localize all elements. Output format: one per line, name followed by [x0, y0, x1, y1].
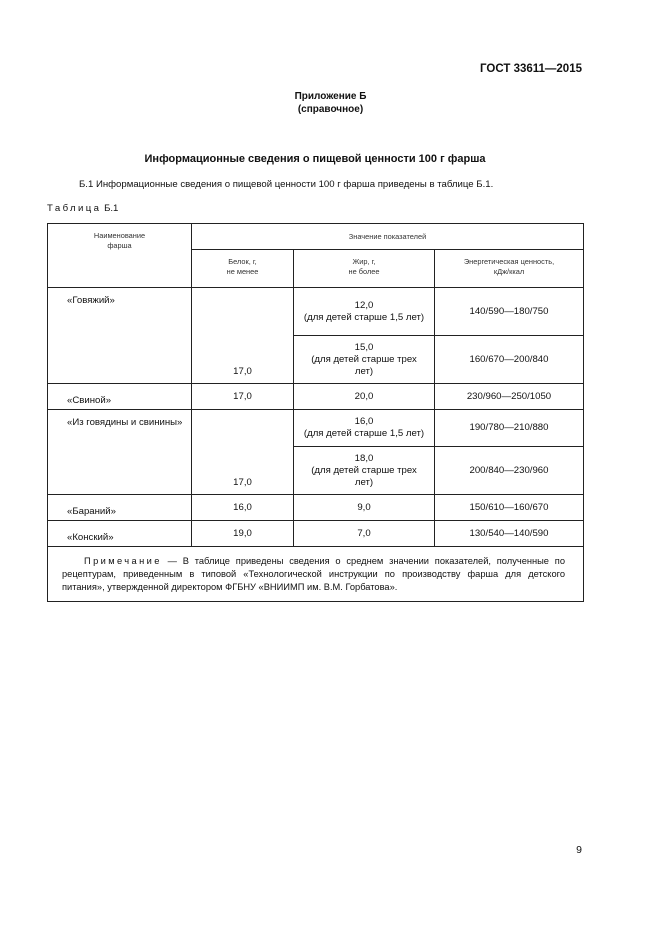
header-protein: Белок, г, не менее [192, 250, 294, 288]
row-name: «Бараний» [48, 495, 192, 521]
row-name: «Конский» [48, 521, 192, 547]
table-label-word: Таблица [47, 203, 102, 214]
row-protein: 16,0 [192, 495, 294, 521]
page-number: 9 [576, 844, 582, 856]
header-group: Значение показателей [192, 224, 584, 250]
row-name: «Из говядины и свинины» [48, 410, 192, 495]
row-fat: 18,0 (для детей старше трех лет) [294, 447, 435, 495]
table-row [48, 384, 584, 410]
annex-type: (справочное) [297, 104, 364, 115]
row-name: «Свиной» [48, 384, 192, 410]
row-protein: 19,0 [192, 521, 294, 547]
table-row [48, 521, 584, 547]
row-fat: 9,0 [294, 495, 435, 521]
row-fat: 7,0 [294, 521, 435, 547]
header-energy: Энергетическая ценность, кДж/ккал [435, 250, 584, 288]
header-fat: Жир, г, не более [294, 250, 435, 288]
table-note-row [48, 547, 584, 602]
row-energy: 160/670—200/840 [435, 336, 584, 384]
row-protein: 17,0 [192, 410, 294, 495]
row-fat: 12,0 (для детей старше 1,5 лет) [294, 288, 435, 336]
table-label [47, 203, 118, 214]
table-label-number: Б.1 [104, 203, 119, 214]
row-energy: 190/780—210/880 [435, 410, 584, 447]
table-row [48, 495, 584, 521]
note-text: — В таблице приведены сведения о среднем значении показателей, полученные по рецептурам, приведенным в типовой «Технологической инструкции по производству фарша для детского питания», утвержденной директором ФГБНУ «ВНИИМП им. В.М. Горбатова». [62, 556, 565, 592]
row-fat: 20,0 [294, 384, 435, 410]
row-energy: 130/540—140/590 [435, 521, 584, 547]
standard-number: ГОСТ 33611—2015 [480, 63, 582, 75]
header-name: Наименование фарша [48, 224, 192, 288]
row-protein: 17,0 [192, 384, 294, 410]
row-fat: 16,0 (для детей старше 1,5 лет) [294, 410, 435, 447]
row-energy: 200/840—230/960 [435, 447, 584, 495]
row-energy: 150/610—160/670 [435, 495, 584, 521]
paragraph-b1: Б.1 Информационные сведения о пищевой ценности 100 г фарша приведены в таблице Б.1. [79, 179, 494, 190]
nutrition-table [47, 223, 584, 602]
table-row [48, 410, 584, 447]
row-protein: 17,0 [192, 288, 294, 384]
row-fat: 15,0 (для детей старше трех лет) [294, 336, 435, 384]
row-energy: 140/590—180/750 [435, 288, 584, 336]
annex-title: Приложение Б [294, 91, 367, 102]
table-note [48, 547, 584, 602]
note-label: Примечание [84, 556, 162, 566]
table-row [48, 288, 584, 336]
row-name: «Говяжий» [48, 288, 192, 384]
section-heading: Информационные сведения о пищевой ценности 100 г фарша [144, 153, 486, 165]
row-energy: 230/960—250/1050 [435, 384, 584, 410]
